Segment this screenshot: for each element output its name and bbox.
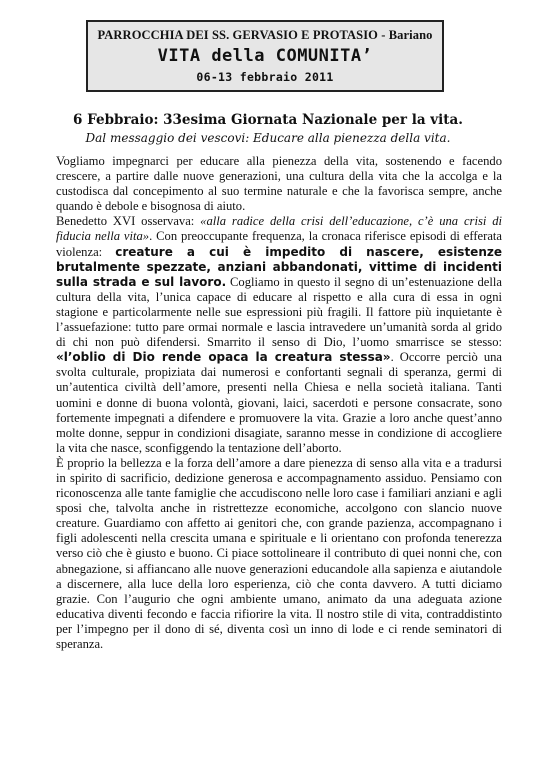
bulletin-date: 06-13 febbraio 2011 [196,70,334,84]
paragraph-2-text-b: Cogliamo in questo il segno di un’estenuazione della cultura della vita, l’unica capace di educare al rispetto e alla cura di essa in ogni stagione e particolarmente nelle sue espressioni più fragili. Il fattore più inquietante è l’assuefazione: tutto pare ormai normale e lascia intravedere un’umanità sorda al grido di chi non può difendersi. Smarrito il senso di Dio, l’uomo smarrisce se stesso: [56,274,502,350]
article-body [56,154,502,652]
masthead [86,20,444,92]
article-subheading: Dal messaggio dei vescovi: Educare alla pienezza della vita. [85,131,451,145]
oblivion-quote: «l’oblio di Dio rende opaca la creatura stessa» [56,350,391,365]
paragraph-2 [56,214,502,456]
paragraph-2-intro: Benedetto XVI osservava: [56,214,201,229]
paragraph-3: È proprio la bellezza e la forza dell’amore a dare pienezza di senso alla vita e a tradursi in spirito di sacrificio, dedizione generosa e accompagnamento assiduo. Pensiamo con riconoscenza alle tante famiglie che accudiscono nelle loro case i familiari anziani e agli sposi che, talvolta anche in ristrettezze economiche, accolgono con slancio nuove creature. Guardiamo con affetto ai genitori che, con grande pazienza, accompagnano i figli adolescenti nella crescita umana e spirituale e li orientano con profonda tenerezza verso ciò che è giusto e buono. Ci piace sottolineare il contributo di quei nonni che, con abnegazione, si affiancano alle nuove generazioni educandole alla sapienza e aiutandole a discernere, alla luce della loro esperienza, ciò che conta davvero. A tutti diciamo grazie. Con l’augurio che ogni ambiente umano, animato da una adeguata azione educativa diventi fecondo e faccia rifiorire la vita. Il nostro stile di vita, contraddistinto per l’impegno per il dono di sé, diventa così un inno di lode e ci rende seminatori di speranza. [56,455,502,651]
article-heading: 6 Febbraio: 33esima Giornata Nazionale per la vita. [73,112,463,128]
bulletin-title: VITA della COMUNITA’ [157,46,373,66]
violence-list: creature a cui è impedito di nascere, esistenze brutalmente spezzate, anziani abbandonati, vittime di incidenti sulla strada e sul lavoro. [56,244,502,289]
paragraph-1: Vogliamo impegnarci per educare alla pienezza della vita, sostenendo e facendo crescere, a partire dalle nuove generazioni, una cultura della vita che la accolga e la custodisca dal concepimento al suo termine naturale e che la favorisca sempre, anche quando è debole e bisognosa di aiuto. [56,154,502,214]
parish-name: PARROCCHIA DEI SS. GERVASIO E PROTASIO - Bariano [97,28,433,42]
paragraph-2-text-c: . Occorre perciò una svolta culturale, propiziata dai numerosi e confortanti segnali di speranza, germi di un’autentica civiltà dell’amore, presenti nella Chiesa e nella società italiana. Tanti uomini e donne di buona volontà, giovani, laici, sacerdoti e persone consacrate, sono fortemente impegnati a difendere e promuovere la vita. Grazie a loro anche quest’anno molte donne, seppur in condizioni disagiate, saranno messe in condizione di accogliere la vita che nasce, sconfiggendo la tentazione dell’aborto. [56,350,502,455]
paragraph-2-text-a: . Con preoccupante frequenza, la cronaca riferisce episodi di efferata violenza: [56,229,502,259]
benedict-quote: «alla radice della crisi dell’educazione, c’è una crisi di fiducia nella vita» [56,214,502,244]
